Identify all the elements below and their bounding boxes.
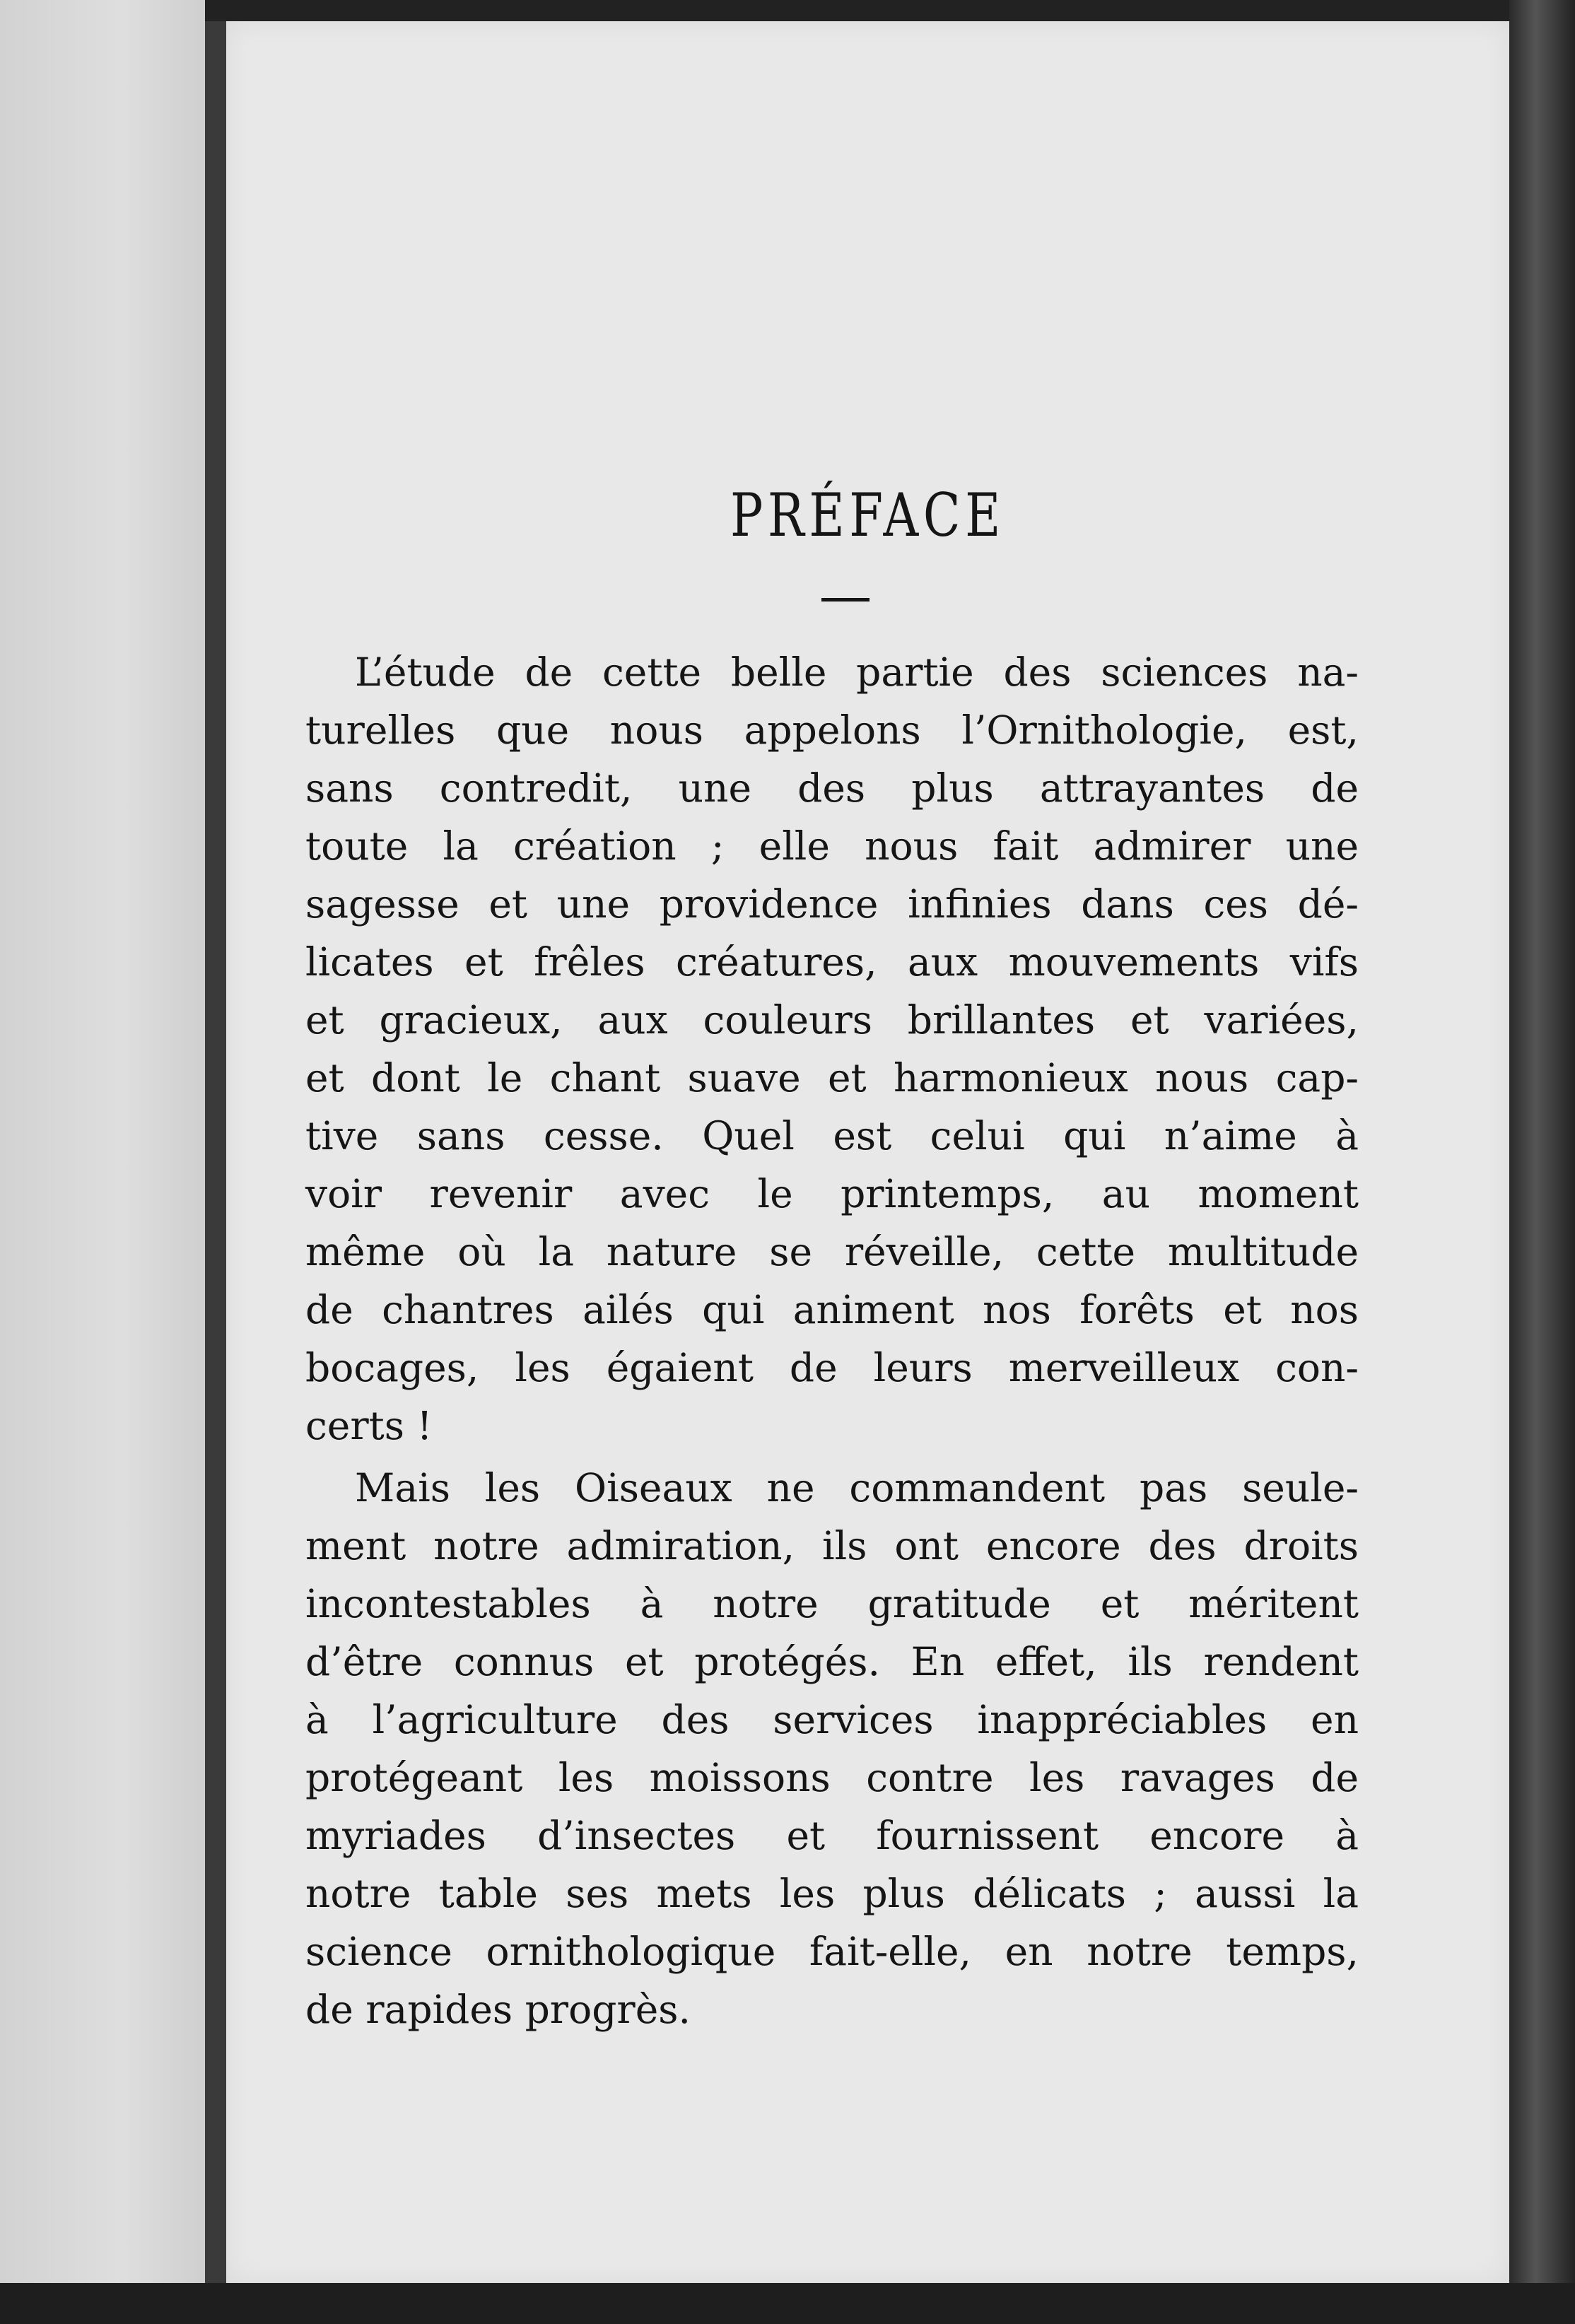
text-line: certs ! — [305, 1403, 433, 1448]
paragraph-1 — [305, 643, 1359, 1455]
scan-bottom-border — [0, 2283, 1575, 2324]
text-line: tive sans cesse. Quel est celui qui n’aime à — [305, 1113, 1359, 1158]
page-title: PRÉFACE — [730, 481, 1005, 550]
text-line: myriades d’insectes et fournissent encore à — [305, 1813, 1359, 1858]
text-line: de rapides progrès. — [305, 1987, 691, 2032]
text-line: même où la nature se réveille, cette multitude — [305, 1229, 1359, 1274]
title-rule — [821, 598, 870, 601]
text-line: incontestables à notre gratitude et méritent — [305, 1581, 1359, 1626]
text-line: licates et frêles créatures, aux mouvements vifs — [305, 939, 1359, 985]
text-line: voir revenir avec le printemps, au moment — [305, 1171, 1359, 1216]
facing-page-edge — [0, 0, 205, 2324]
preface-text — [305, 643, 1359, 2038]
text-line: science ornithologique fait-elle, en notre temps, — [305, 1929, 1359, 1974]
scan-top-border — [205, 0, 1575, 21]
text-line: et gracieux, aux couleurs brillantes et variées, — [305, 997, 1359, 1043]
text-line: toute la création ; elle nous fait admirer une — [305, 823, 1359, 869]
text-line: protégeant les moissons contre les ravages de — [305, 1755, 1359, 1800]
text-line: à l’agriculture des services inappréciables en — [305, 1697, 1359, 1742]
text-line: turelles que nous appelons l’Ornithologie, est, — [305, 708, 1359, 753]
text-line: sans contredit, une des plus attrayantes de — [305, 765, 1359, 811]
text-line: d’être connus et protégés. En effet, ils rendent — [305, 1639, 1359, 1684]
text-line: de chantres ailés qui animent nos forêts et nos — [305, 1287, 1359, 1332]
text-line: sagesse et une providence infinies dans ces dé- — [305, 881, 1359, 927]
text-line: L’étude de cette belle partie des sciences na- — [355, 650, 1359, 695]
scan-right-border — [1509, 0, 1575, 2324]
paragraph-2 — [305, 1459, 1359, 2038]
text-line: et dont le chant suave et harmonieux nous cap- — [305, 1055, 1359, 1101]
text-line: bocages, les égaient de leurs merveilleux con- — [305, 1345, 1359, 1390]
text-line: notre table ses mets les plus délicats ; aussi la — [305, 1871, 1359, 1916]
book-gutter — [205, 0, 226, 2324]
text-line: ment notre admiration, ils ont encore des droits — [305, 1523, 1359, 1568]
text-line: Mais les Oiseaux ne commandent pas seule- — [355, 1465, 1359, 1510]
